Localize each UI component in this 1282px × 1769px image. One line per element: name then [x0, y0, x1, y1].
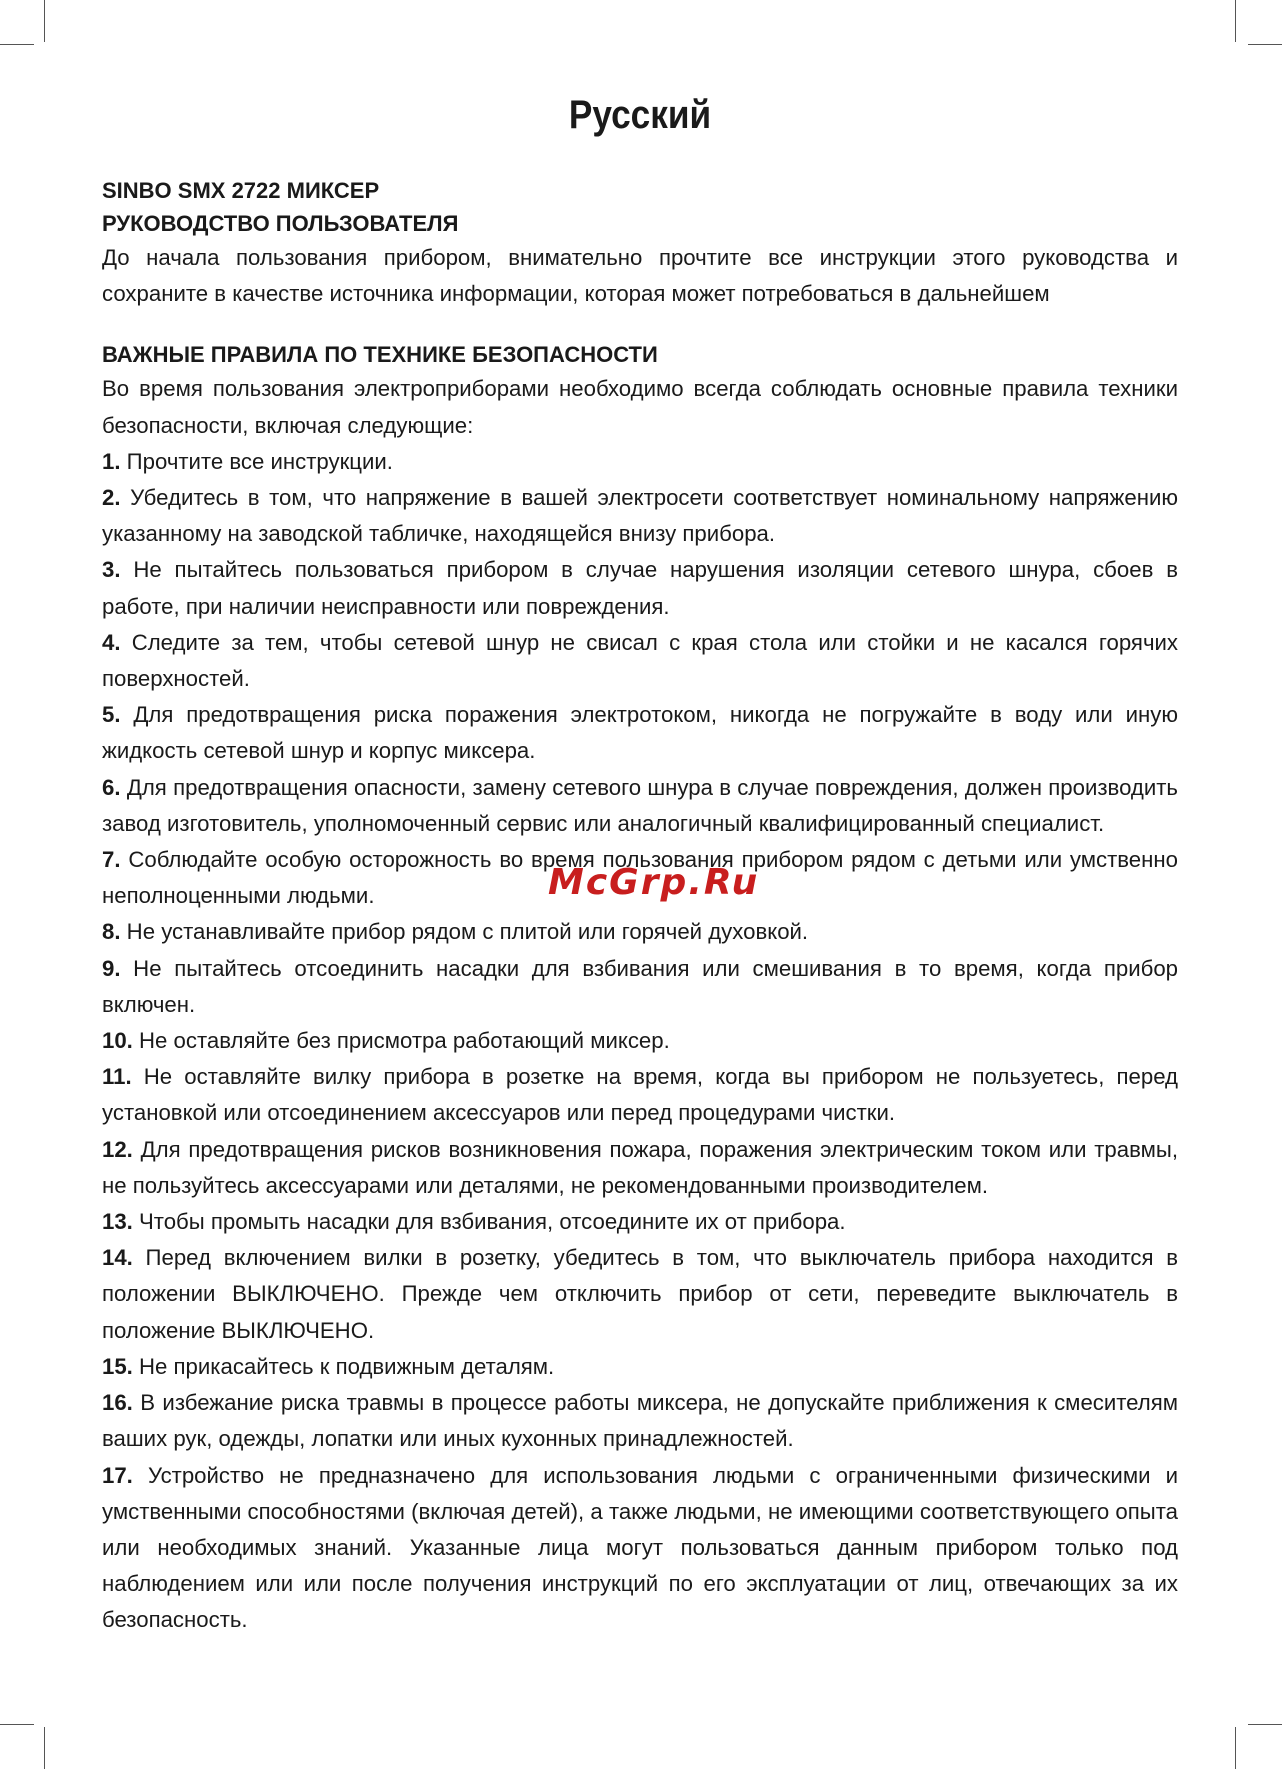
rule-number: 14. [102, 1245, 133, 1271]
crop-mark [1248, 1724, 1282, 1725]
rule-text: Перед включением вилки в розетку, убедитесь в том, что выключатель прибора находится в положении ВЫКЛЮЧЕНО. Прежде чем отключить прибор от сети, переведите выключатель в положение ВЫКЛЮЧЕНО. [102, 1245, 1178, 1343]
rule-number: 10. [102, 1028, 133, 1054]
rule-number: 5. [102, 702, 121, 728]
safety-rule-item [102, 914, 1178, 950]
safety-rule-item [102, 1132, 1178, 1204]
safety-rule-item [102, 770, 1178, 842]
rule-number: 4. [102, 629, 121, 655]
rule-number: 12. [102, 1136, 133, 1162]
crop-mark [0, 44, 34, 45]
rule-number: 16. [102, 1390, 133, 1416]
crop-mark [0, 1724, 34, 1725]
safety-rule-item [102, 1240, 1178, 1349]
crop-mark [44, 1727, 45, 1769]
safety-rule-item [102, 552, 1178, 624]
safety-rule-item [102, 1458, 1178, 1639]
rule-number: 2. [102, 485, 121, 511]
rule-text: Прочтите все инструкции. [120, 448, 393, 474]
safety-rule-item [102, 1059, 1178, 1131]
rule-text: Соблюдайте особую осторожность во время пользования прибором рядом с детьми или умственно неполноценными людьми. [102, 847, 1178, 909]
rule-text: Для предотвращения опасности, замену сетевого шнура в случае повреждения, должен производить завод изготовитель, уполномоченный сервис или аналогичный квалифицированный специалист. [102, 774, 1178, 836]
manual-title: РУКОВОДСТВО ПОЛЬЗОВАТЕЛЯ [102, 211, 459, 236]
rule-text: Устройство не предназначено для использования людьми с ограниченными физическими и умственными способностями (включая детей), а также людьми, не имеющими соответствующего опыта или необходимых знаний. Указанные лица могут пользоваться данным прибором только под наблюдением или или после получения инструкций по его эксплуатации от лиц, отвечающих за их безопасность. [102, 1462, 1178, 1633]
product-line: SINBO SMX 2722 МИКСЕР [102, 178, 380, 203]
rule-text: Следите за тем, чтобы сетевой шнур не свисал с края стола или стойки и не касался горячих поверхностей. [102, 629, 1178, 692]
safety-rule-item [102, 480, 1178, 552]
watermark-logo: McGrp.Ru [548, 862, 760, 903]
safety-rule-item [102, 951, 1178, 1023]
rule-text: Чтобы промыть насадки для взбивания, отсоедините их от прибора. [132, 1209, 846, 1235]
rule-text: Для предотвращения рисков возникновения пожара, поражения электрическим током или травмы, не пользуйтесь аксессуарами или деталями, не рекомендованными производителем. [102, 1136, 1178, 1198]
rule-text: Не оставляйте без присмотра работающий миксер. [132, 1028, 670, 1054]
safety-heading: ВАЖНЫЕ ПРАВИЛА ПО ТЕХНИКЕ БЕЗОПАСНОСТИ [102, 342, 658, 368]
crop-mark [1248, 44, 1282, 45]
safety-rules-list [102, 444, 1178, 1639]
crop-mark [1235, 0, 1236, 42]
rule-text: Не оставляйте вилку прибора в розетке на время, когда вы прибором не пользуетесь, перед установкой или отсоединением аксессуаров или перед процедурами чистки. [102, 1064, 1178, 1126]
safety-rule-item [102, 1023, 1178, 1059]
rule-number: 1. [102, 448, 121, 474]
rule-text: Не устанавливайте прибор рядом с плитой или горячей духовкой. [120, 919, 809, 945]
rule-number: 3. [102, 557, 121, 583]
rule-text: Для предотвращения риска поражения электротоком, никогда не погружайте в воду или иную жидкость сетевой шнур и корпус миксера. [102, 702, 1178, 764]
safety-rule-item [102, 1385, 1178, 1457]
safety-rule-item [102, 444, 1178, 480]
rule-number: 17. [102, 1462, 133, 1488]
safety-rule-item [102, 1204, 1178, 1240]
page-title: Русский [568, 93, 712, 137]
crop-mark [44, 0, 45, 42]
rule-number: 15. [102, 1353, 133, 1379]
rule-text: Не пытайтесь отсоединить насадки для взбивания или смешивания в то время, когда прибор включен. [102, 955, 1178, 1017]
rule-number: 11. [102, 1064, 132, 1090]
rule-number: 6. [102, 774, 121, 800]
crop-mark [1235, 1727, 1236, 1769]
rule-number: 8. [102, 919, 121, 945]
safety-intro: Во время пользования электроприборами необходимо всегда соблюдать основные правила техники безопасности, включая следующие: [102, 376, 1178, 438]
rule-text: В избежание риска травмы в процессе работы миксера, не допускайте приближения к смесителям ваших рук, одежды, лопатки или иных кухонных принадлежностей. [102, 1390, 1178, 1452]
safety-rule-item [102, 697, 1178, 769]
rule-number: 9. [102, 955, 121, 981]
safety-rule-item [102, 625, 1178, 697]
rule-text: Убедитесь в том, что напряжение в вашей электросети соответствует номинальному напряжению указанному на заводской табличке, находящейся внизу прибора. [102, 485, 1178, 547]
rule-number: 13. [102, 1209, 133, 1235]
intro-paragraph: До начала пользования прибором, внимательно прочтите все инструкции этого руководства и сохраните в качестве источника информации, которая может потребоваться в дальнейшем [102, 245, 1178, 307]
rule-text: Не прикасайтесь к подвижным деталям. [132, 1353, 555, 1379]
rule-text: Не пытайтесь пользоваться прибором в случае нарушения изоляции сетевого шнура, сбоев в работе, при наличии неисправности или повреждения. [102, 557, 1178, 619]
rule-number: 7. [102, 847, 121, 873]
safety-rule-item [102, 1349, 1178, 1385]
